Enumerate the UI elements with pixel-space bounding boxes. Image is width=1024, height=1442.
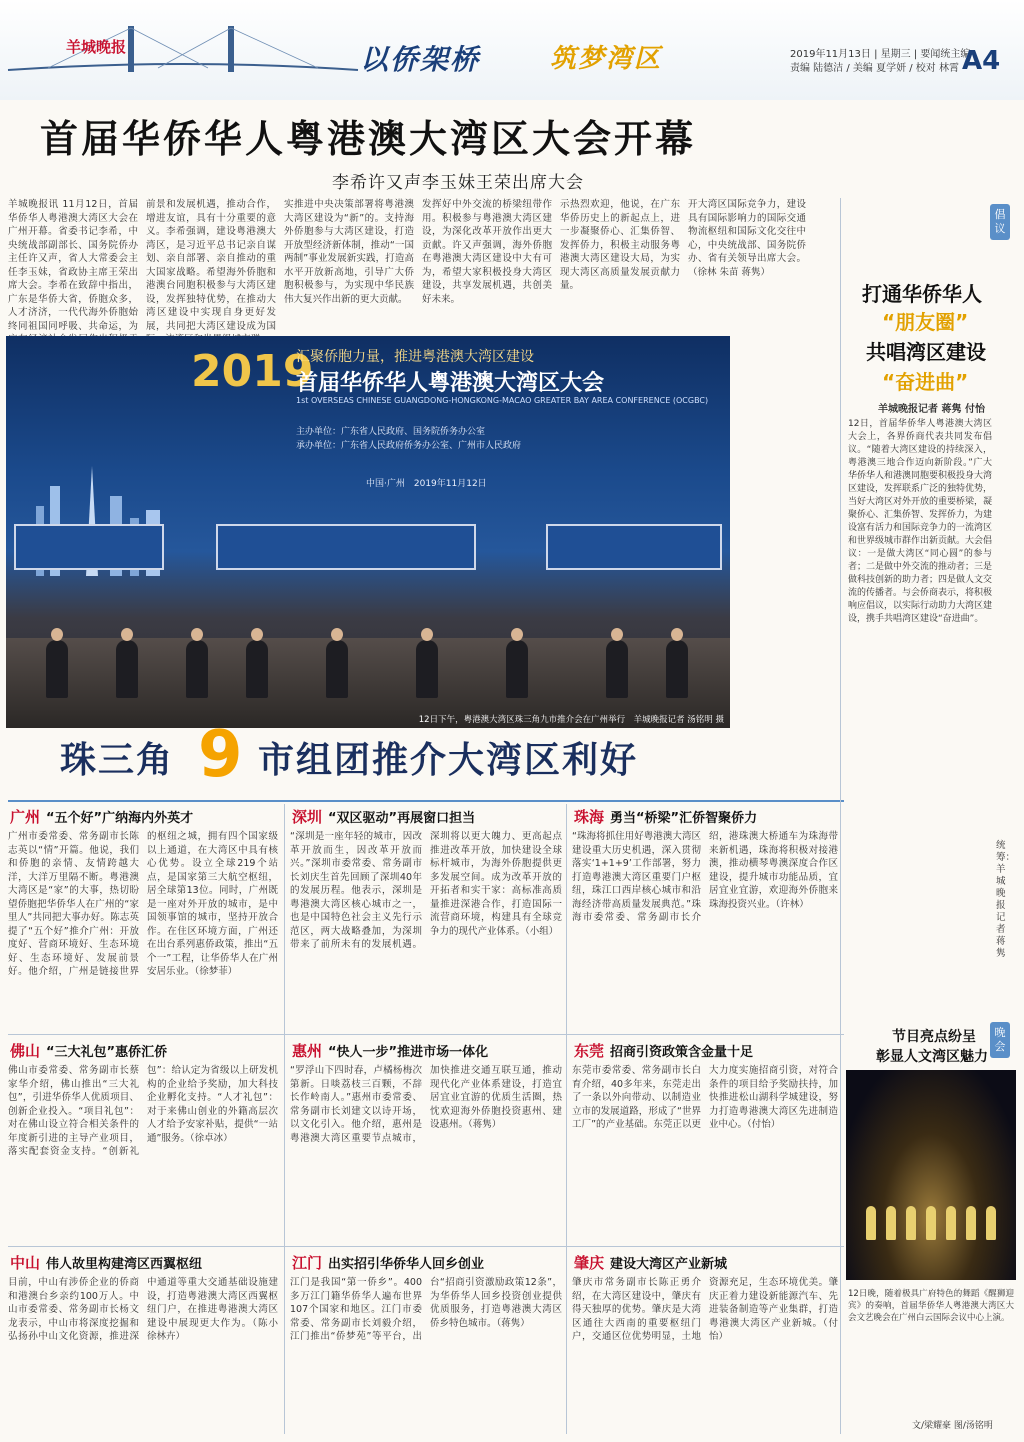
evening-tag: 晚会 [990, 1022, 1010, 1058]
dancer-figure [886, 1206, 896, 1240]
lead-column-6: 开大湾区国际竞争力，建设具有国际影响力的国际交通物流枢纽和国际文化交往中心，中央统战部、国务院侨办、省有关领导出席大会。（徐林 朱苗 蒋隽） [688, 199, 806, 278]
banner-english: 1st OVERSEAS CHINESE GUANGDONG-HONGKONG-MACAO GREATER BAY AREA CONFERENCE (OCGBC) [296, 396, 709, 405]
lead-column-3: 实推进中央决策部署将粤港澳大湾区建设为“新”的。支持海外侨胞参与大湾区建设，打造开放型经济新体制，推动“一国两制”事业发展新实践，打造高水平开放新高地，引导广大侨胞积极参与，为实现中华民族伟大复兴作出新的更大贡献。 [284, 199, 414, 305]
section-headline-number: 9 [198, 718, 243, 792]
speaker-figure [326, 640, 348, 698]
proposal-body: 12日，首届华侨华人粤港澳大湾区大会上，各界侨商代表共同发布倡议。“随着大湾区建设的持续深入，粤港澳三地合作迈向新阶段。”广大华侨华人和港澳同胞要积极投身大湾区建设，发挥联系广泛的独特优势，当好大湾区对外开放的重要桥梁，凝聚侨心、汇集侨智、发挥侨力，为建设富有活力和国际竞争力的一流湾区和世界级城市群作出新贡献。大会倡议：一是做大湾区“同心圆”的参与者；二是做中外交流的推动者；三是做科技创新的助力者；四是做人文交流的传播者。与会侨商表示，将积极响应倡议，以实际行动助力大湾区建设，携手共唱湾区建设“奋进曲”。 [848, 419, 993, 624]
dancer-figure [906, 1206, 916, 1240]
speaker-figure [116, 640, 138, 698]
city-body-zhaoqing: 肇庆市常务副市长陈正勇介绍，在大湾区建设中，肇庆有得天独厚的优势。肇庆是大湾区通往大西南的重要枢纽门户，交通区位优势明显，土地资源充足，生态环境优美。肇庆正着力建设新能源汽车、先进装备制造等产业集群，打造粤港澳大湾区产业新城。（付怡） [572, 1277, 838, 1342]
conference-photo [6, 336, 730, 728]
side-screen-left [14, 524, 164, 570]
slogan-dream: 筑梦湾区 [550, 44, 663, 74]
city-heading-huizhou: 惠州 “快人一步”推进市场一体化 [292, 1042, 489, 1060]
banner-host: 主办单位：广东省人民政府、国务院侨务办公室 [296, 427, 486, 437]
city-body-foshan: 佛山市委常委、常务副市长蔡家华介绍，佛山推出“三大礼包”，引进华侨华人优质项目、创新企业投入。“项目礼包”：对在佛山设立符合相关条件的年度新引进的主导产业项目，落实配套资金支持。“创新礼包”：给认定为省级以上研发机构的企业给予奖励，加大科技企业孵化支持。“人才礼包”：对于来佛山创业的外籍高层次人才给予安家补贴，提供“一站通”服务。（徐卓冰） [8, 1065, 278, 1157]
city-heading-foshan: 佛山 “三大礼包”惠侨汇侨 [10, 1042, 168, 1060]
page-number: A4 [962, 46, 1001, 76]
column-divider [566, 804, 567, 1434]
city-body-huizhou: “罗浮山下四时春，卢橘杨梅次第新。日啖荔枝三百颗，不辞长作岭南人。”惠州市委常委、常务副市长刘建文以诗开场，以文化引入。他介绍，惠州是粤港澳大湾区重要节点城市，加快推进交通互联互通，推动现代化产业体系建设，打造宜居宜业宜游的优质生活圈，热忱欢迎海外侨胞投资惠州、建设惠州。（蒋隽） [290, 1065, 562, 1144]
banner-organizer: 承办单位：广东省人民政府侨务办公室、广州市人民政府 [296, 441, 522, 451]
dancer-figure [986, 1206, 996, 1240]
section-rule [8, 1246, 844, 1247]
side-screen-right [546, 524, 722, 570]
proposal-byline: 羊城晚报记者 蒋隽 付怡 [878, 404, 985, 415]
photo-caption: 12日下午，粤港澳大湾区珠三角九市推介会在广州举行 羊城晚报记者 汤铭明 摄 [418, 715, 724, 725]
bridge-illustration [8, 20, 358, 80]
lead-subheadline: 李希许又声李玉妹王荣出席大会 [332, 173, 584, 193]
city-body-guangzhou: 广州市委常委、常务副市长陈志英以“情”开篇。他说，我们和侨胞的亲情、友情跨越大洋，大洋万里隔不断。粤港澳大湾区是“家”的大事，热切盼望侨胞把华侨华人在广州的“家里人”共同把大事办好。陈志英提了“五个好”推介广州：开放度好、营商环境好、生态环境好、生态环境好、发展前景好。他介绍，广州是链接世界的枢纽之城，拥有四个国家级以上通道，在大湾区中具有核心优势。设立全球219个站点，是国家第三大航空枢纽，居全球第13位。同时，广州既是一座对外开放的城市，是中国领事馆的城市，坚持开放合作。在住区环境方面，广州还在出台系列惠侨政策，推出“五个一”工程，让华侨华人在广州安居乐业。（徐梦菲） [8, 831, 278, 977]
city-body-jiangmen: 江门是我国“第一侨乡”。400多万江门籍华侨华人遍布世界107个国家和地区。江门市委常委、常务副市长刘毅介绍，江门推出“侨梦苑”等平台，出台“招商引资激励政策12条”，为华侨华人回乡投资创业提供优质服务，打造粤港澳大湾区侨乡特色城市。（蒋隽） [290, 1277, 562, 1342]
banner-title: 首届华侨华人粤港澳大湾区大会 [296, 371, 605, 396]
column-divider [840, 198, 841, 1434]
dancer-figure [926, 1206, 936, 1240]
speaker-figure [416, 640, 438, 698]
section-rule [8, 800, 844, 802]
slogan-bridge: 以侨架桥 [360, 43, 481, 76]
city-heading-dongguan: 东莞 招商引资政策含金量十足 [574, 1042, 754, 1060]
speaker-figure [666, 640, 688, 698]
speaker-figure [606, 640, 628, 698]
section-headline-suffix: 市组团推介大湾区利好 [258, 740, 639, 781]
newspaper-logo: 羊城晚报 [66, 38, 127, 56]
proposal-title-line1: 打通华侨华人 [862, 282, 982, 306]
header-meta [790, 48, 970, 76]
banner-place-date: 中国·广州 2019年11月12日 [366, 479, 487, 489]
city-heading-jiangmen: 江门 出实招引华侨华人回乡创业 [292, 1254, 485, 1272]
city-body-dongguan: 东莞市委常委、常务副市长白育介绍，40多年来，东莞走出了一条以外向带动、以制造业立市的发展道路，形成了“世界工厂”的产业基础。东莞正以更大力度实施招商引资，对符合条件的项目给予奖励扶持，加快推进松山湖科学城建设，努力打造粤港澳大湾区先进制造业中心。（付怡） [572, 1065, 838, 1130]
masthead [0, 0, 1024, 100]
banner-year: 2019 [191, 346, 314, 397]
proposal-tag: 倡议 [990, 204, 1010, 240]
section-headline-prefix: 珠三角 [60, 740, 175, 781]
date-line: 2019年11月13日 | 星期三 | 要闻统主编 [790, 49, 971, 60]
proposal-title-line3: 共唱湾区建设 [866, 340, 986, 364]
evening-credit: 文/梁耀豪 图/汤铭明 [912, 1421, 993, 1431]
city-heading-shenzhen: 深圳 “双区驱动”再展窗口担当 [292, 808, 476, 826]
side-credit: 统筹：羊城晚报记者 蒋隽 [996, 840, 1016, 959]
city-heading-zhaoqing: 肇庆 建设大湾区产业新城 [574, 1254, 728, 1272]
section-rule [8, 1034, 844, 1035]
speaker-figure [246, 640, 268, 698]
lead-column-5: 示热烈欢迎，他说，在广东华侨历史上的新起点上，进一步凝聚侨心、汇集侨智、发挥侨力，积极主动服务粤港澳大湾区建设大局，为实现大湾区高质量发展贡献力量。 [560, 199, 680, 291]
proposal-title-line2: “朋友圈” [882, 310, 969, 334]
city-body-zhongshan: 目前，中山有涉侨企业的侨商和港澳台乡亲约100万人。中山市委常委、常务副市长杨文龙表示，中山市将深度挖掘和弘扬孙中山文化资源，推进深中通道等重大交通基础设施建设，打造粤港澳大湾区西翼枢纽门户，在推进粤港澳大湾区建设中展现更大作为。（陈小 徐林卉） [8, 1277, 278, 1342]
dancer-figure [946, 1206, 956, 1240]
city-heading-zhuhai: 珠海 勇当“桥梁”汇侨智聚侨力 [574, 808, 758, 826]
dancer-figure [866, 1206, 876, 1240]
lead-column-4: 发挥好中外交流的桥梁纽带作用。积极参与粤港澳大湾区建设，为深化改革开放作出更大贡献。许又声强调，海外侨胞在粤港澳大湾区建设中大有可为，希望大家积极投身大湾区建设，共享发展机遇，共创美好未来。 [422, 199, 552, 305]
evening-gala-photo [846, 1070, 1016, 1280]
evening-caption: 12日晚，随着极具广府特色的舞蹈《醒狮迎宾》的奏响，首届华侨华人粤港澳大湾区大会文艺晚会在广州白云国际会议中心上演。 [848, 1289, 1014, 1323]
lead-column-1: 羊城晚报讯 11月12日，首届华侨华人粤港澳大湾区大会在广州开幕。省委书记李希，中央统战部副部长、国务院侨办主任许又声，省人大常委会主任李玉妹，省政协主席王荣出席大会。李希在致辞中指出，广东是华侨大省，侨胞众多，人才济济，一代代海外侨胞始终同祖国同呼吸、共命运，为 [8, 199, 138, 332]
proposal-title-line4: “奋进曲” [882, 370, 969, 394]
center-screen [216, 524, 476, 570]
banner-theme: 汇聚侨胞力量，推进粤港澳大湾区建设 [296, 349, 534, 365]
evening-title-line2: 彰显人文湾区魅力 [876, 1049, 988, 1065]
speaker-figure [46, 640, 68, 698]
city-body-zhuhai: “珠海将抓住用好粤港澳大湾区建设重大历史机遇，深入贯彻落实‘1+1+9’工作部署，努力打造粤港澳大湾区重要门户枢纽，珠江口西岸核心城市和沿海经济带高质量发展典范。”珠海市委常委、常务副市长介绍，港珠澳大桥通车为珠海带来新机遇，珠海将积极对接港澳，推动横琴粤澳深度合作区建设，提升城市功能品质，宜居宜业宜游，欢迎海外侨胞来珠海投资兴业。（许林） [572, 831, 838, 923]
lead-headline: 首届华侨华人粤港澳大湾区大会开幕 [40, 117, 697, 161]
speaker-figure [186, 640, 208, 698]
editors-line: 责编 陆德洁 / 美编 夏学妍 / 校对 林霄 [790, 63, 959, 74]
lead-column-2: 前景和发展机遇，推动合作，增进友谊，具有十分重要的意义。李希强调，建设粤港澳大湾区，是习近平总书记亲自谋划、亲自部署、亲自推动的重大国家战略。希望海外侨胞和港澳台同胞积极参与大湾区建设，发挥独特优势，在推动大湾区建设中实现自身更好发展，共同把大湾区建设成为国 [146, 199, 276, 332]
city-heading-zhongshan: 中山 伟人故里构建湾区西翼枢纽 [10, 1254, 203, 1272]
dancer-figure [966, 1206, 976, 1240]
column-divider [284, 804, 285, 1434]
city-heading-guangzhou: 广州 “五个好”广纳海内外英才 [10, 808, 194, 826]
speaker-figure [506, 640, 528, 698]
evening-title-line1: 节目亮点纷呈 [892, 1029, 976, 1045]
city-body-shenzhen: “深圳是一座年轻的城市，因改革开放而生，因改革开放而兴。”深圳市委常委、常务副市长刘庆生首先回顾了深圳40年的发展历程。他表示，深圳是粤港澳大湾区核心城市之一，也是中国特色社会主义先行示范区，两大战略叠加，为深圳带来了前所未有的发展机遇。深圳将以更大魄力、更高起点推进改革开放，加快建设全球标杆城市，为海外侨胞提供更多发展空间。成为改革开放的开拓者和实干家：高标准高质量推进深港合作，打造国际一流营商环境，构建具有全球竞争力的现代产业体系。（小组） [290, 831, 562, 950]
